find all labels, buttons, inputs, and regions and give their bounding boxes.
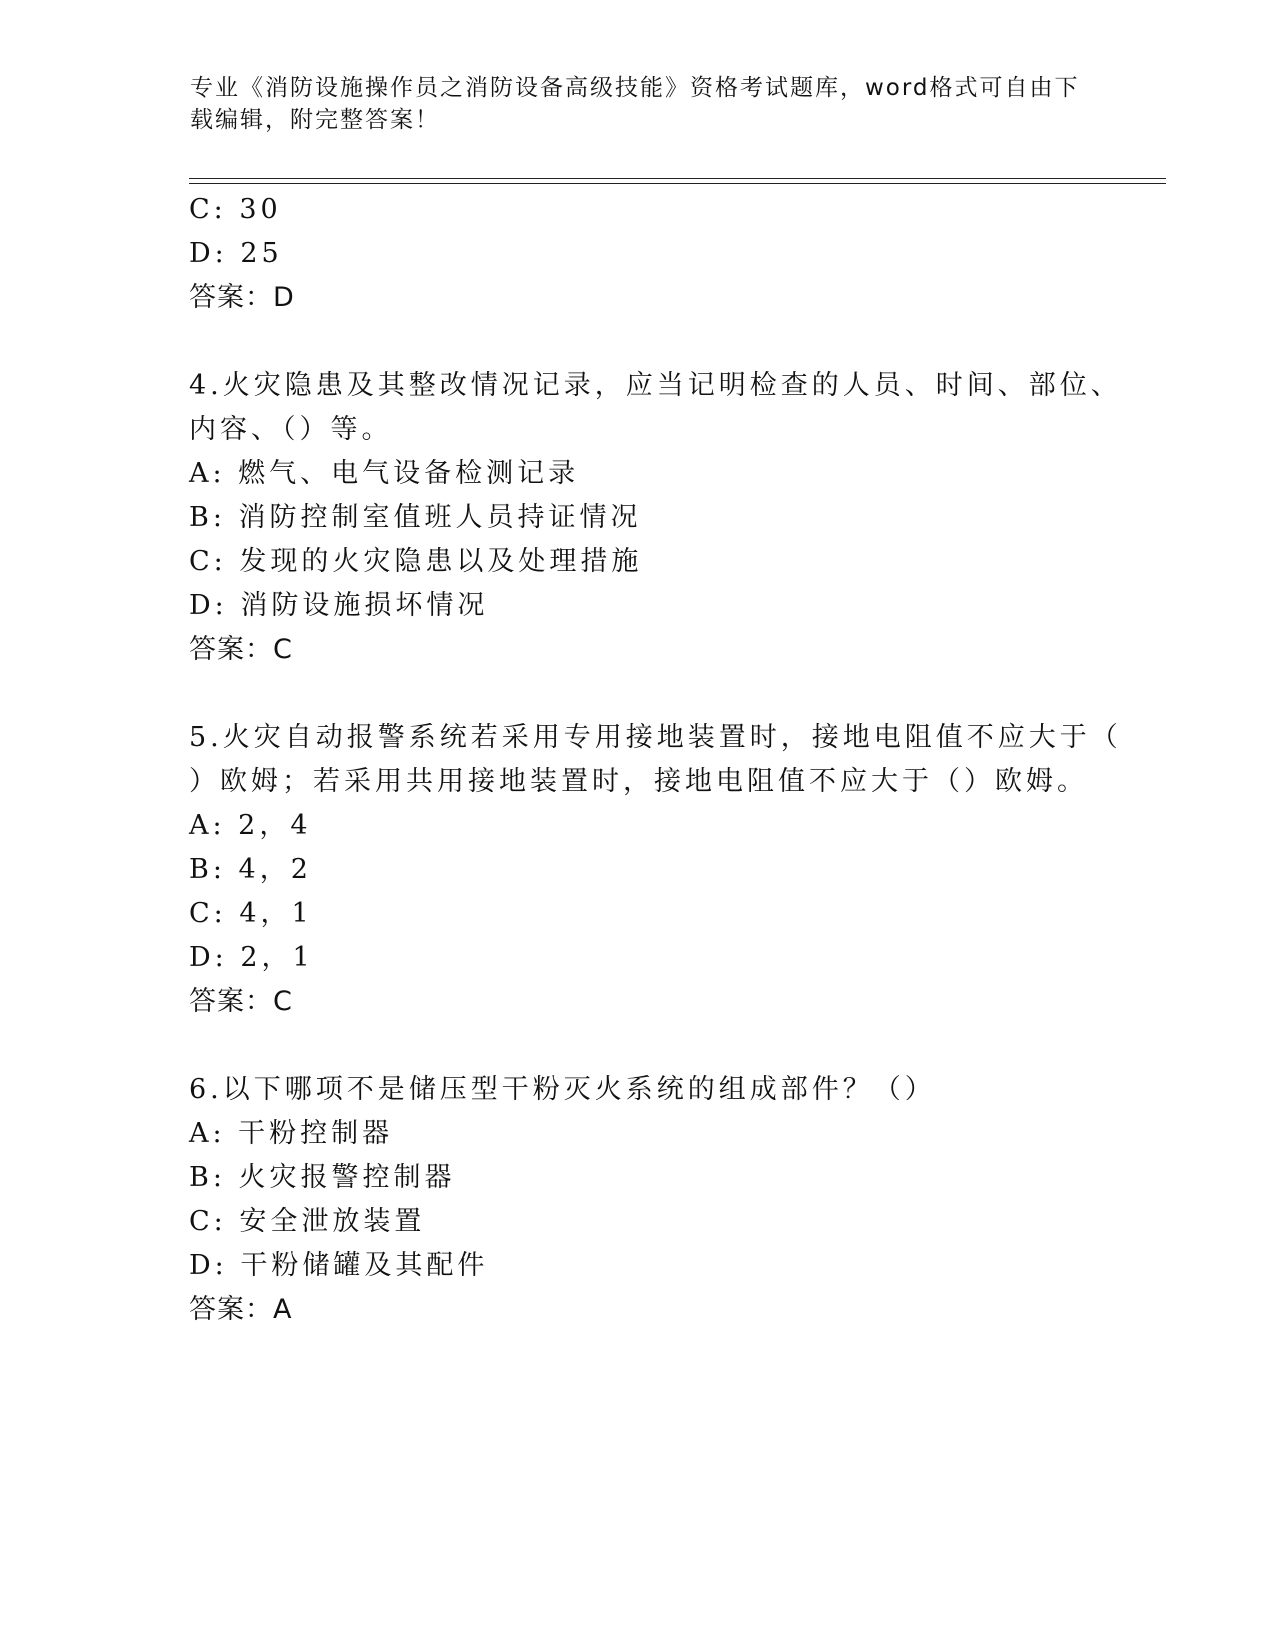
document-header	[190, 72, 1090, 136]
q4-option-a: A: 燃气、电气设备检测记录	[189, 458, 580, 489]
q5-stem-line-1: 5.火灾自动报警系统若采用专用接地装置时，接地电阻值不应大于（	[189, 722, 1122, 753]
q5-option-c: C: 4，1	[189, 898, 313, 929]
q6-option-c: C: 安全泄放装置	[189, 1206, 426, 1237]
header-divider-top	[189, 178, 1166, 179]
q4-stem-line-1: 4.火灾隐患及其整改情况记录，应当记明检查的人员、时间、部位、	[189, 370, 1122, 401]
header-line-1: 专业《消防设施操作员之消防设备高级技能》资格考试题库，word格式可自由下	[190, 75, 1080, 101]
q5-answer: 答案：C	[189, 986, 293, 1017]
q5-option-b: B: 4，2	[189, 854, 312, 885]
q5-option-a: A: 2，4	[189, 810, 312, 841]
q6-answer: 答案：A	[189, 1294, 293, 1325]
prev-answer: 答案：D	[189, 282, 295, 313]
q5-option-d: D: 2，1	[189, 942, 314, 973]
q6-stem-line-1: 6.以下哪项不是储压型干粉灭火系统的组成部件？（）	[189, 1074, 936, 1105]
q6-option-d: D: 干粉储罐及其配件	[189, 1250, 489, 1281]
prev-option-d: D: 25	[189, 238, 283, 269]
header-divider-bottom	[189, 183, 1166, 184]
q4-option-c: C: 发现的火灾隐患以及处理措施	[189, 546, 643, 577]
header-line-2: 载编辑，附完整答案！	[190, 107, 440, 133]
q4-option-b: B: 消防控制室值班人员持证情况	[189, 502, 642, 533]
q5-stem-line-2: ）欧姆；若采用共用接地装置时，接地电阻值不应大于（）欧姆。	[189, 766, 1088, 797]
q4-option-d: D: 消防设施损坏情况	[189, 590, 489, 621]
q4-answer: 答案：C	[189, 634, 293, 665]
q4-stem-line-2: 内容、（）等。	[189, 414, 393, 445]
prev-option-c: C: 30	[189, 194, 282, 225]
q6-option-a: A: 干粉控制器	[189, 1118, 394, 1149]
q6-option-b: B: 火灾报警控制器	[189, 1162, 456, 1193]
